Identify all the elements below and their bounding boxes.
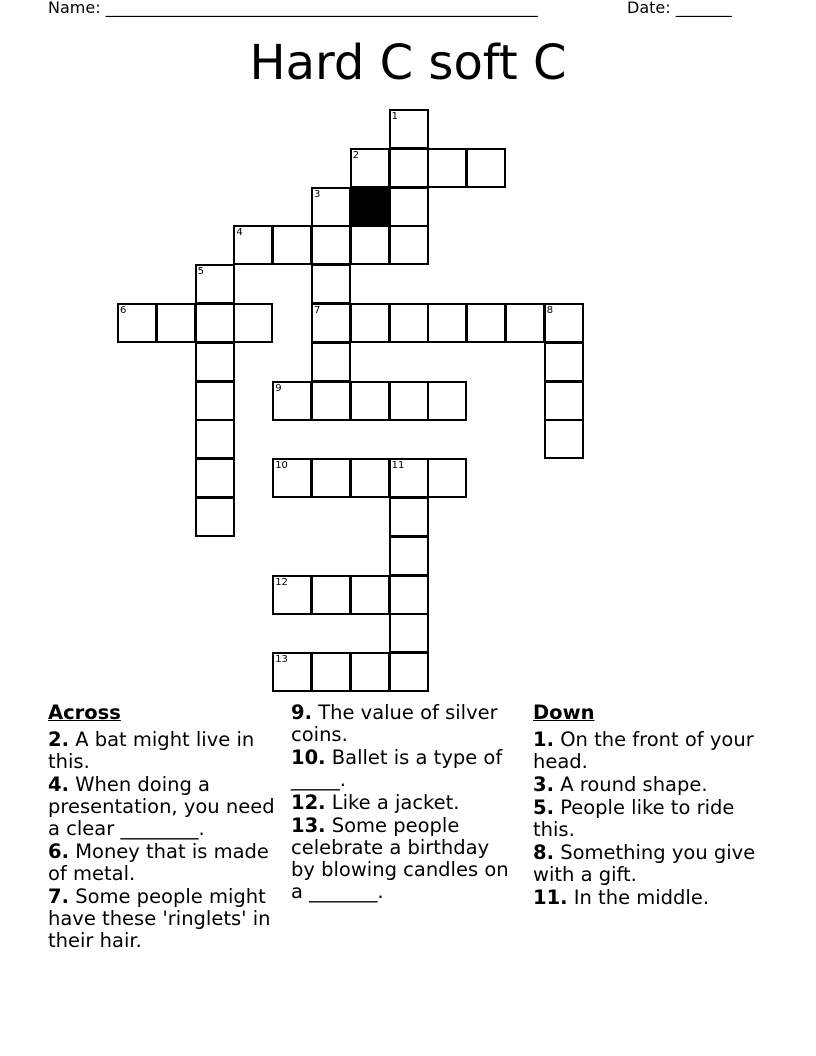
grid-cell[interactable] [389,148,429,188]
date-label: Date: [627,0,671,17]
clue-item [533,842,763,886]
grid-cell[interactable] [350,458,390,498]
date-field [627,0,732,17]
grid-cell[interactable] [427,381,467,421]
clue-number: 4. [48,773,69,796]
cell-number: 3 [314,188,321,200]
cell-number: 2 [352,149,360,161]
grid-cell[interactable] [389,575,429,615]
grid-cell[interactable] [389,458,429,498]
grid-cell[interactable] [195,381,235,421]
clue-number: 11. [533,886,568,909]
clue-text: The value of silver coins. [291,701,498,746]
clue-number: 10. [291,746,326,769]
cell-number: 11 [391,460,405,472]
clue-item [533,797,763,841]
grid-cell[interactable] [311,575,351,615]
grid-cell[interactable] [544,303,584,343]
grid-cell[interactable] [350,652,390,692]
grid-cell[interactable] [544,419,584,459]
clue-number: 13. [291,814,326,837]
grid-cell[interactable] [195,497,235,537]
grid-cell[interactable] [389,652,429,692]
cell-number: 5 [197,266,204,278]
grid-cell[interactable] [389,109,429,149]
grid-cell[interactable] [350,575,390,615]
black-cell [350,187,390,227]
clue-text: On the front of your head. [533,728,754,773]
name-field [48,0,538,17]
clue-item [291,815,519,903]
across-clues-column-1 [48,702,284,953]
clue-text: Like a jacket. [331,791,460,814]
clue-number: 6. [48,840,69,863]
grid-cell[interactable] [505,303,545,343]
grid-cell[interactable] [311,342,351,382]
clue-number: 3. [533,773,554,796]
cell-number: 1 [391,111,398,122]
clue-item [48,841,284,885]
grid-cell[interactable] [195,264,235,304]
grid-cell[interactable] [389,536,429,576]
page-title: Hard C soft C [249,35,567,91]
grid-cell[interactable] [389,187,429,227]
grid-cell[interactable] [350,303,390,343]
clue-item [533,774,763,796]
grid-cell[interactable] [272,381,312,421]
clue-text: In the middle. [573,886,710,909]
grid-cell[interactable] [466,148,506,188]
clue-number: 2. [48,728,69,751]
grid-cell[interactable] [272,652,312,692]
clue-item [291,792,519,814]
clue-text: A round shape. [560,773,708,796]
grid-cell[interactable] [311,303,351,343]
clue-number: 12. [291,791,326,814]
clue-item [48,886,284,952]
clue-text: Something you give with a gift. [533,841,756,886]
grid-cell[interactable] [544,381,584,421]
grid-cell[interactable] [427,148,467,188]
grid-cell[interactable] [311,652,351,692]
grid-cell[interactable] [389,225,429,265]
grid-cell[interactable] [311,381,351,421]
grid-cell[interactable] [350,225,390,265]
grid-cell[interactable] [389,381,429,421]
grid-cell[interactable] [544,342,584,382]
clue-item [533,887,763,909]
grid-cell[interactable] [350,148,390,188]
cell-number: 7 [314,305,321,316]
crossword-grid [117,109,583,692]
clue-text: Some people might have these 'ringlets' in their hair. [48,885,271,952]
clue-number: 9. [291,701,312,724]
grid-cell[interactable] [389,497,429,537]
grid-cell[interactable] [311,225,351,265]
clue-item [48,774,284,840]
grid-cell[interactable] [233,303,273,343]
grid-cell[interactable] [350,381,390,421]
down-clues-column [533,702,763,910]
cell-number: 6 [120,305,127,316]
cell-number: 13 [275,654,288,666]
clue-item [533,729,763,773]
clue-text: People like to ride this. [533,796,735,841]
across-heading: Across [48,701,121,724]
clue-text: Money that is made of metal. [48,840,269,885]
grid-cell[interactable] [311,458,351,498]
clue-text: A bat might live in this. [48,728,255,773]
name-label: Name: [48,0,101,17]
grid-cell[interactable] [427,458,467,498]
grid-cell[interactable] [389,303,429,343]
clue-item [291,747,519,791]
clue-text: Some people celebrate a birthday by blowing candles on a _______. [291,814,509,903]
cell-number: 9 [275,382,282,394]
grid-cell[interactable] [195,458,235,498]
header-line [48,0,768,20]
clue-number: 7. [48,885,69,908]
grid-cell[interactable] [272,575,312,615]
clue-text: When doing a presentation, you need a clear ________. [48,773,275,840]
grid-cell[interactable] [195,303,235,343]
date-blank: _______ [675,0,732,17]
grid-cell[interactable] [427,303,467,343]
clue-text: Ballet is a type of _____. [291,746,503,791]
grid-cell[interactable] [156,303,196,343]
grid-cell[interactable] [272,225,312,265]
name-blank: ______________________________________________________ [105,0,538,17]
clue-number: 8. [533,841,554,864]
grid-cell[interactable] [311,264,351,304]
clue-number: 1. [533,728,554,751]
clue-item [48,729,284,773]
down-heading: Down [533,701,595,724]
clue-number: 5. [533,796,554,819]
clue-item [291,702,519,746]
grid-cell[interactable] [311,187,351,227]
grid-cell[interactable] [233,225,273,265]
cell-number: 8 [546,305,554,316]
cell-number: 10 [275,460,288,472]
across-clues-column-2 [291,702,519,904]
cell-number: 12 [275,576,288,588]
grid-cell[interactable] [272,458,312,498]
grid-cell[interactable] [466,303,506,343]
grid-cell[interactable] [117,303,157,343]
grid-cell[interactable] [389,613,429,653]
grid-cell[interactable] [195,342,235,382]
cell-number: 4 [236,227,243,239]
grid-cell[interactable] [195,419,235,459]
